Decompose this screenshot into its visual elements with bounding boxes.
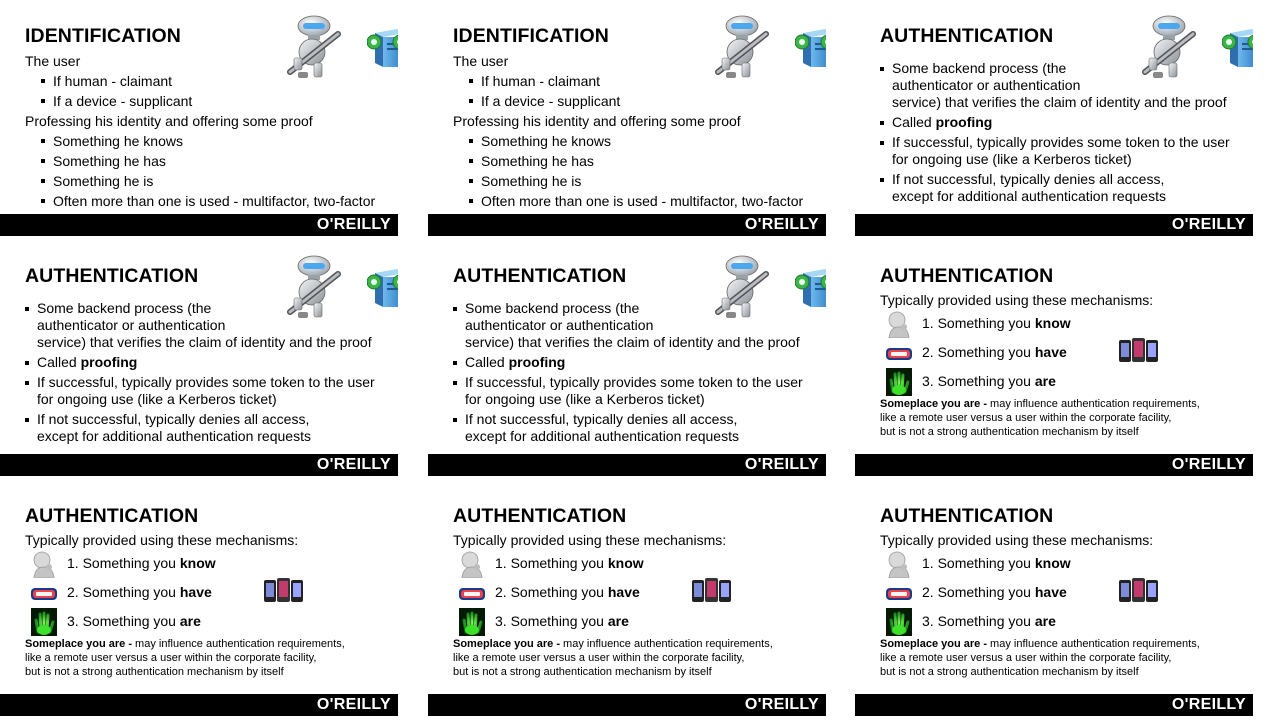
slide-auth_process[interactable] <box>855 8 1253 236</box>
slide-identification[interactable] <box>428 8 826 236</box>
bullet-text: except for additional authentication requests <box>37 428 311 444</box>
footer-bar <box>0 454 398 476</box>
text-line: The user <box>25 53 81 69</box>
mechanism-label <box>67 584 212 600</box>
mechanism-prefix: 2. Something you <box>67 584 180 600</box>
text-line: Professing his identity and offering some proof <box>25 113 313 129</box>
mechanism-keyword: are <box>1034 373 1056 389</box>
bullet-text: Called <box>892 114 936 130</box>
bullet-item <box>453 354 818 371</box>
mechanism-keyword: are <box>179 613 201 629</box>
bullet-item: Often more than one is used - multifactor, two-factor <box>453 191 818 211</box>
emphasis-text: proofing <box>935 114 993 130</box>
hand-scan-icon <box>884 368 914 396</box>
bullet-text: If successful, typically provides some token to the user <box>892 134 1230 150</box>
bullet-text: service) that verifies the claim of identity and the proof <box>465 334 800 350</box>
bullet-item <box>25 354 390 371</box>
hand-scan-icon <box>29 608 59 636</box>
slide-title: AUTHENTICATION <box>880 25 1054 47</box>
thinking-person-icon <box>457 550 487 578</box>
mechanism-label <box>922 613 1056 629</box>
card-token-icon <box>29 579 59 607</box>
mechanism-keyword: are <box>607 613 629 629</box>
text-line: The user <box>453 53 509 69</box>
oreilly-logo: O'REILLY <box>744 696 819 713</box>
bullet-text: If not successful, typically denies all access, <box>37 411 310 427</box>
thinking-person-icon <box>884 550 914 578</box>
footnote-line: like a remote user versus a user within the corporate facility, <box>880 412 1172 424</box>
mechanism-prefix: 1. Something you <box>922 315 1035 331</box>
footnote <box>880 397 1200 439</box>
robot-icon <box>284 254 342 320</box>
bullet-text: for ongoing use (like a Kerberos ticket) <box>892 151 1132 167</box>
footer-bar <box>855 214 1253 236</box>
bullet-text: service) that verifies the claim of identity and the proof <box>892 94 1227 110</box>
bullet-item: Something he knows <box>453 131 818 151</box>
slide-auth_mechanisms[interactable] <box>855 488 1253 716</box>
slide-title: IDENTIFICATION <box>453 25 609 47</box>
bullet-item: If a device - supplicant <box>453 91 818 111</box>
footer-bar <box>855 454 1253 476</box>
bullet-text: service) that verifies the claim of identity and the proof <box>37 334 372 350</box>
slide-auth_mechanisms[interactable] <box>428 488 826 716</box>
bullet-text: except for additional authentication requests <box>892 188 1166 204</box>
oreilly-logo: O'REILLY <box>1171 456 1246 473</box>
bullet-text: Called <box>465 354 509 370</box>
footnote-lead: Someplace you are - <box>453 638 564 650</box>
footer-bar <box>0 214 398 236</box>
footnote-line: like a remote user versus a user within the corporate facility, <box>25 652 317 664</box>
bullet-item: Something he is <box>453 171 818 191</box>
mechanism-label <box>922 373 1056 389</box>
mobile-phones-icon <box>692 576 732 604</box>
slide-auth_process[interactable] <box>0 248 398 476</box>
bullet-item: Something he knows <box>25 131 390 151</box>
footnote-line: but is not a strong authentication mechanism by itself <box>453 666 712 678</box>
bullet-text: authenticator or authentication <box>892 77 1081 93</box>
mechanism-keyword: are <box>1034 613 1056 629</box>
bullet-text: If successful, typically provides some token to the user <box>37 374 375 390</box>
intro-text: Typically provided using these mechanisms: <box>880 532 1154 548</box>
footnote-lead: Someplace you are - <box>880 398 991 410</box>
bullet-item: If human - claimant <box>25 71 390 91</box>
robot-icon <box>712 254 770 320</box>
emphasis-text: proofing <box>508 354 566 370</box>
mechanism-label <box>67 613 201 629</box>
bullet-item <box>880 134 1245 168</box>
mechanism-label <box>922 584 1067 600</box>
footnote-line: like a remote user versus a user within the corporate facility, <box>453 652 745 664</box>
mechanism-prefix: 1. Something you <box>67 555 180 571</box>
bullet-text: authenticator or authentication <box>37 317 226 333</box>
bullet-text: Some backend process (the <box>892 60 1067 76</box>
bullet-item: Something he has <box>25 151 390 171</box>
mechanism-label <box>922 315 1071 331</box>
mechanism-keyword: know <box>1034 315 1071 331</box>
bullet-item: Something he is <box>25 171 390 191</box>
mechanism-label <box>922 344 1067 360</box>
mechanism-prefix: 3. Something you <box>67 613 180 629</box>
mechanism-prefix: 1. Something you <box>495 555 608 571</box>
bullet-text: for ongoing use (like a Kerberos ticket) <box>465 391 705 407</box>
bullet-item <box>453 374 818 408</box>
server-icon <box>367 267 398 309</box>
bullet-item <box>880 114 1245 131</box>
bullet-text: If not successful, typically denies all access, <box>892 171 1165 187</box>
bullet-text: for ongoing use (like a Kerberos ticket) <box>37 391 277 407</box>
oreilly-logo: O'REILLY <box>1171 216 1246 233</box>
footer-bar <box>855 694 1253 716</box>
server-icon <box>1222 27 1253 69</box>
footnote <box>25 637 345 679</box>
slide-title: AUTHENTICATION <box>25 505 199 527</box>
slide-title: AUTHENTICATION <box>453 265 627 287</box>
oreilly-logo: O'REILLY <box>1171 696 1246 713</box>
bullet-item: Something he has <box>453 151 818 171</box>
mechanism-prefix: 3. Something you <box>495 613 608 629</box>
bullet-item: If human - claimant <box>453 71 818 91</box>
mechanism-keyword: know <box>1034 555 1071 571</box>
slide-auth_mechanisms[interactable] <box>855 248 1253 476</box>
mechanism-label <box>67 555 216 571</box>
card-token-icon <box>457 579 487 607</box>
footer-bar <box>428 454 826 476</box>
bullet-item <box>25 374 390 408</box>
intro-text: Typically provided using these mechanisms: <box>453 532 727 548</box>
footnote <box>880 637 1200 679</box>
robot-icon <box>1139 14 1197 80</box>
footnote-line: but is not a strong authentication mechanism by itself <box>880 426 1139 438</box>
footnote-line: but is not a strong authentication mechanism by itself <box>25 666 284 678</box>
bullet-text: authenticator or authentication <box>465 317 654 333</box>
slide-title: AUTHENTICATION <box>453 505 627 527</box>
slide-title: IDENTIFICATION <box>25 25 181 47</box>
footer-bar <box>428 694 826 716</box>
bullet-item <box>453 411 818 445</box>
footnote-line: like a remote user versus a user within the corporate facility, <box>880 652 1172 664</box>
mechanism-keyword: have <box>1034 584 1067 600</box>
bullet-text: Some backend process (the <box>37 300 212 316</box>
hand-scan-icon <box>884 608 914 636</box>
footnote-line: may influence authentication requirements, <box>990 398 1200 410</box>
slide-auth_process[interactable] <box>428 248 826 476</box>
footnote-lead: Someplace you are - <box>25 638 136 650</box>
bullet-text: Called <box>37 354 81 370</box>
thinking-person-icon <box>884 310 914 338</box>
mechanism-label <box>495 613 629 629</box>
robot-icon <box>284 14 342 80</box>
thinking-person-icon <box>29 550 59 578</box>
footnote-line: may influence authentication requirements, <box>563 638 773 650</box>
mechanism-keyword: have <box>179 584 212 600</box>
footnote-lead: Someplace you are - <box>880 638 991 650</box>
oreilly-logo: O'REILLY <box>744 216 819 233</box>
slide-auth_mechanisms[interactable] <box>0 488 398 716</box>
mechanism-prefix: 2. Something you <box>922 344 1035 360</box>
robot-icon <box>712 14 770 80</box>
slide-title: AUTHENTICATION <box>880 265 1054 287</box>
bullet-text: Some backend process (the <box>465 300 640 316</box>
oreilly-logo: O'REILLY <box>316 456 391 473</box>
bullet-text: except for additional authentication requests <box>465 428 739 444</box>
bullet-item <box>880 171 1245 205</box>
mechanism-label <box>495 555 644 571</box>
oreilly-logo: O'REILLY <box>316 216 391 233</box>
mechanism-keyword: have <box>1034 344 1067 360</box>
server-icon <box>795 267 826 309</box>
server-icon <box>795 27 826 69</box>
mechanism-keyword: know <box>179 555 216 571</box>
server-icon <box>367 27 398 69</box>
footer-bar <box>0 694 398 716</box>
mechanism-label <box>922 555 1071 571</box>
bullet-item: If a device - supplicant <box>25 91 390 111</box>
intro-text: Typically provided using these mechanisms: <box>25 532 299 548</box>
mechanism-prefix: 3. Something you <box>922 373 1035 389</box>
mechanism-keyword: have <box>607 584 640 600</box>
footnote-line: may influence authentication requirements, <box>135 638 345 650</box>
footnote-line: but is not a strong authentication mechanism by itself <box>880 666 1139 678</box>
bullet-text: If successful, typically provides some token to the user <box>465 374 803 390</box>
footnote-line: may influence authentication requirements, <box>990 638 1200 650</box>
mobile-phones-icon <box>1119 336 1159 364</box>
bullet-item <box>25 411 390 445</box>
text-line: Professing his identity and offering some proof <box>453 113 741 129</box>
footnote <box>453 637 773 679</box>
mechanism-prefix: 2. Something you <box>922 584 1035 600</box>
bullet-item: Often more than one is used - multifactor, two-factor <box>25 191 390 211</box>
mechanism-label <box>495 584 640 600</box>
mechanism-prefix: 1. Something you <box>922 555 1035 571</box>
mobile-phones-icon <box>1119 576 1159 604</box>
hand-scan-icon <box>457 608 487 636</box>
slide-title: AUTHENTICATION <box>880 505 1054 527</box>
slide-title: AUTHENTICATION <box>25 265 199 287</box>
mechanism-keyword: know <box>607 555 644 571</box>
mechanism-prefix: 3. Something you <box>922 613 1035 629</box>
intro-text: Typically provided using these mechanisms: <box>880 292 1154 308</box>
emphasis-text: proofing <box>80 354 138 370</box>
mechanism-prefix: 2. Something you <box>495 584 608 600</box>
oreilly-logo: O'REILLY <box>744 456 819 473</box>
oreilly-logo: O'REILLY <box>316 696 391 713</box>
footer-bar <box>428 214 826 236</box>
slide-identification[interactable] <box>0 8 398 236</box>
bullet-text: If not successful, typically denies all access, <box>465 411 738 427</box>
mobile-phones-icon <box>264 576 304 604</box>
card-token-icon <box>884 579 914 607</box>
card-token-icon <box>884 339 914 367</box>
